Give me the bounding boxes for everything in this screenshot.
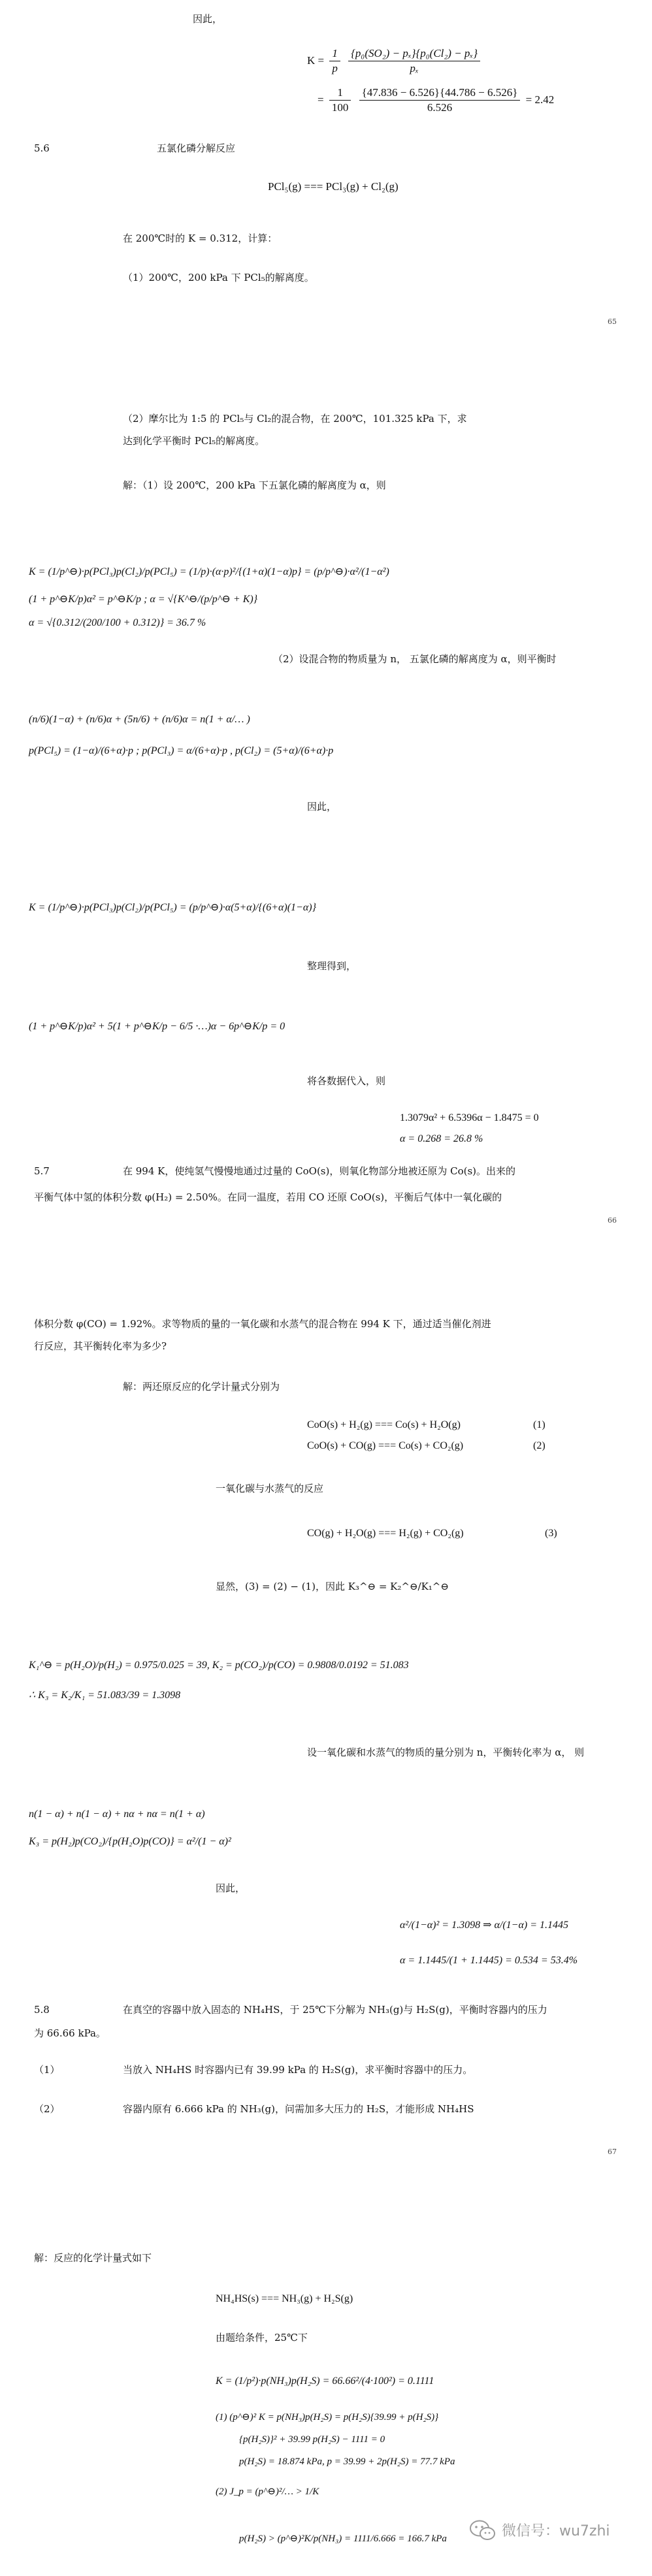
k1-frac1-num: 1: [329, 47, 340, 61]
equation-e4: (n/6)(1−α) + (n/6)α + (5n/6) + (n/6)α = n(1 + α/… ): [29, 714, 250, 725]
text-yinci-3: 因此，: [216, 1882, 246, 1894]
k1b-frac1: [329, 86, 351, 115]
equation-e13b: α = 1.1445/(1 + 1.1445) = 0.534 = 53.4%: [400, 1955, 578, 1966]
equation-e7: (1 + p^⊖K/p)α² + 5(1 + p^⊖K/p − 6/5 ·…)α − 6p^⊖K/p = 0: [29, 1021, 285, 1032]
equation-e2: (1 + p^⊖K/p)α² = p^⊖K/p ; α = √{K^⊖/(p/p^⊖ + K)}: [29, 594, 258, 605]
wechat-icon: [469, 2519, 497, 2542]
page-number-67: 67: [608, 2148, 617, 2156]
text-set-n-alpha: 设一氧化碳和水蒸气的物质的量分别为 n，平衡转化率为 α， 则: [307, 1747, 585, 1758]
text-zhengli: 整理得到，: [307, 960, 357, 972]
section-5-8-line-a: 在真空的容器中放入固态的 NH₄HS，于 25℃下分解为 NH₃(g)与 H₂S(g)，平衡时容器内的压力: [123, 2004, 547, 2016]
text-solution-5-8: 解：反应的化学计量式如下: [34, 2252, 152, 2264]
page-number-65: 65: [608, 317, 617, 326]
section-5-7-line-d: 行反应，其平衡转化率为多少?: [34, 1340, 167, 1352]
text-relation-k3: 显然，(3) = (2) − (1)，因此 K₃^⊖ = K₂^⊖/K₁^⊖: [216, 1581, 449, 1592]
section-5-8-line-b: 为 66.66 kPa。: [34, 2027, 106, 2039]
equation-e13a: α²/(1−α)² = 1.3098 ⇒ α/(1−α) = 1.1445: [400, 1920, 568, 1931]
k1b-frac1-den: 100: [331, 101, 349, 114]
equation-e10: ∴ K₃ = K₂/K₁ = 51.083/39 = 1.3098: [29, 1690, 181, 1701]
text-daishu: 将各数据代入，则: [307, 1075, 386, 1087]
equation-e8a: 1.3079α² + 6.5396α − 1.8475 = 0: [400, 1112, 539, 1123]
k1b-frac2: [359, 86, 521, 115]
reaction-r1-number: (1): [533, 1419, 546, 1430]
question-2-number: （2）: [34, 2103, 60, 2115]
equation-e8b: α = 0.268 = 26.8 %: [400, 1133, 483, 1144]
equation-e15: (1) (p^⊖)² K = p(NH₃)p(H₂S) = p(H₂S){39.99 + p(H₂S)}: [216, 2412, 439, 2423]
k1b-frac2-den: 6.526: [427, 101, 453, 114]
k1-frac2-num: {p₀(SO₂) − pₓ}{p₀(Cl₂) − pₓ}: [348, 47, 480, 61]
section-5-7-line-b: 平衡气体中氢的体积分数 φ(H₂) = 2.50%。在同一温度，若用 CO 还原 CoO(s)，平衡后气体中一氧化碳的: [34, 1191, 502, 1203]
equation-e5: p(PCl₅) = (1−α)/(6+α)·p ; p(PCl₃) = α/(6+α)·p , p(Cl₂) = (5+α)/(6+α)·p: [29, 745, 334, 756]
equation-e11: n(1 − α) + n(1 − α) + nα + nα = n(1 + α): [29, 1809, 205, 1820]
question-1-number: （1）: [34, 2064, 60, 2076]
equation-e3: α = √{0.312/(200/100 + 0.312)} = 36.7 %: [29, 617, 206, 628]
text-solution-5-7: 解：两还原反应的化学计量式分别为: [123, 1381, 280, 1393]
equation-e19: p(H₂S) > (p^⊖)²K/p(NH₃) = 1111/6.666 = 166.7 kPa: [239, 2534, 447, 2544]
section-5-8-number: 5.8: [34, 2004, 50, 2016]
equation-e14: K = (1/p²)·p(NH₃)p(H₂S) = 66.66²/(4·100²) = 0.1111: [216, 2375, 434, 2387]
equation-k1: [307, 47, 483, 76]
question-2-text: 容器内原有 6.666 kPa 的 NH₃(g)，问需加多大压力的 H₂S，才能形成 NH₄HS: [123, 2103, 474, 2115]
question-1-text: 当放入 NH₄HS 时容器内已有 39.99 kPa 的 H₂S(g)，求平衡时容器中的压力。: [123, 2064, 473, 2076]
text-solution-2: （2）设混合物的物质量为 n， 五氯化磷的解离度为 α，则平衡时: [273, 653, 557, 665]
text-co-water: 一氧化碳与水蒸气的反应: [216, 1483, 324, 1494]
k1-frac2-den: pₓ: [410, 62, 419, 75]
k1b-frac1-num: 1: [329, 86, 351, 101]
section-5-6-number: 5.6: [34, 142, 50, 154]
text-question-2a: （2）摩尔比为 1:5 的 PCl₅与 Cl₂的混合物，在 200℃，101.325 kPa 下，求: [123, 413, 467, 425]
section-5-7-line-c: 体积分数 φ(CO) = 1.92%。求等物质的量的一氧化碳和水蒸气的混合物在 994 K 下，通过适当催化剂进: [34, 1318, 491, 1330]
text-solution-1: 解：（1）设 200℃，200 kPa 下五氯化磷的解离度为 α，则: [123, 479, 386, 491]
equation-e9: K₁^⊖ = p(H₂O)/p(H₂) = 0.975/0.025 = 39, K₂ = p(CO₂)/p(CO) = 0.9808/0.0192 = 51.083: [29, 1660, 409, 1671]
reaction-r2-number: (2): [533, 1440, 546, 1451]
equation-e16: {p(H₂S)}² + 39.99 p(H₂S) − 1111 = 0: [239, 2434, 385, 2445]
k1b-result: = 2.42: [525, 93, 555, 106]
page-number-66: 66: [608, 1216, 617, 1225]
reaction-r3-number: (3): [545, 1528, 557, 1539]
reaction-r1: CoO(s) + H₂(g) === Co(s) + H₂O(g): [307, 1419, 461, 1430]
reaction-nh4hs: NH₄HS(s) === NH₃(g) + H₂S(g): [216, 2293, 353, 2304]
equation-e6: K = (1/p^⊖)·p(PCl₃)p(Cl₂)/p(PCl₅) = (p/p^⊖)·α(5+α)/{(6+α)(1−α)}: [29, 902, 316, 913]
equation-e17: p(H₂S) = 18.874 kPa, p = 39.99 + 2p(H₂S) = 77.7 kPa: [239, 2456, 455, 2467]
text-yinci-2: 因此，: [307, 801, 337, 813]
reaction-r2: CoO(s) + CO(g) === Co(s) + CO₂(g): [307, 1440, 464, 1451]
k1-frac1: [329, 47, 340, 76]
k1-frac1-den: p: [332, 62, 338, 75]
equation-e1: K = (1/p^⊖)·p(PCl₃)p(Cl₂)/p(PCl₅) = (1/p)·(α·p)²/{(1+α)(1−α)p} = (p/p^⊖)·α²/(1−α²): [29, 566, 389, 577]
equation-k1b: [318, 86, 554, 115]
text-yinci-1: 因此，: [193, 13, 223, 25]
equation-e18: (2) J_p = (p^⊖)²/… > 1/K: [216, 2487, 319, 2497]
k1b-eq: =: [318, 93, 324, 106]
reaction-r3: CO(g) + H₂O(g) === H₂(g) + CO₂(g): [307, 1528, 464, 1539]
watermark-text: 微信号：wu7zhi: [502, 2523, 610, 2539]
k1-lhs: K =: [307, 54, 325, 67]
text-condition-200c: 在 200℃时的 K = 0.312，计算：: [123, 233, 278, 244]
equation-e12: K₃ = p(H₂)p(CO₂)/{p(H₂O)p(CO)} = α²/(1 − α)²: [29, 1836, 231, 1847]
text-question-1: （1）200℃，200 kPa 下 PCl₅的解离度。: [123, 272, 314, 283]
section-5-7-number: 5.7: [34, 1165, 50, 1177]
k1b-frac2-num: {47.836 − 6.526}{44.786 − 6.526}: [359, 86, 521, 101]
section-5-7-line-a: 在 994 K，使纯氢气慢慢地通过过量的 CoO(s)，则氧化物部分地被还原为 Co(s)。出来的: [123, 1165, 516, 1177]
text-condition-25c: 由题给条件，25℃下: [216, 2332, 308, 2343]
reaction-pcl5: PCl₅(g) === PCl₃(g) + Cl₂(g): [268, 180, 399, 193]
section-5-6-title: 五氯化磷分解反应: [157, 142, 236, 154]
text-question-2b: 达到化学平衡时 PCl₅的解离度。: [123, 435, 265, 447]
k1-frac2: [348, 47, 480, 76]
